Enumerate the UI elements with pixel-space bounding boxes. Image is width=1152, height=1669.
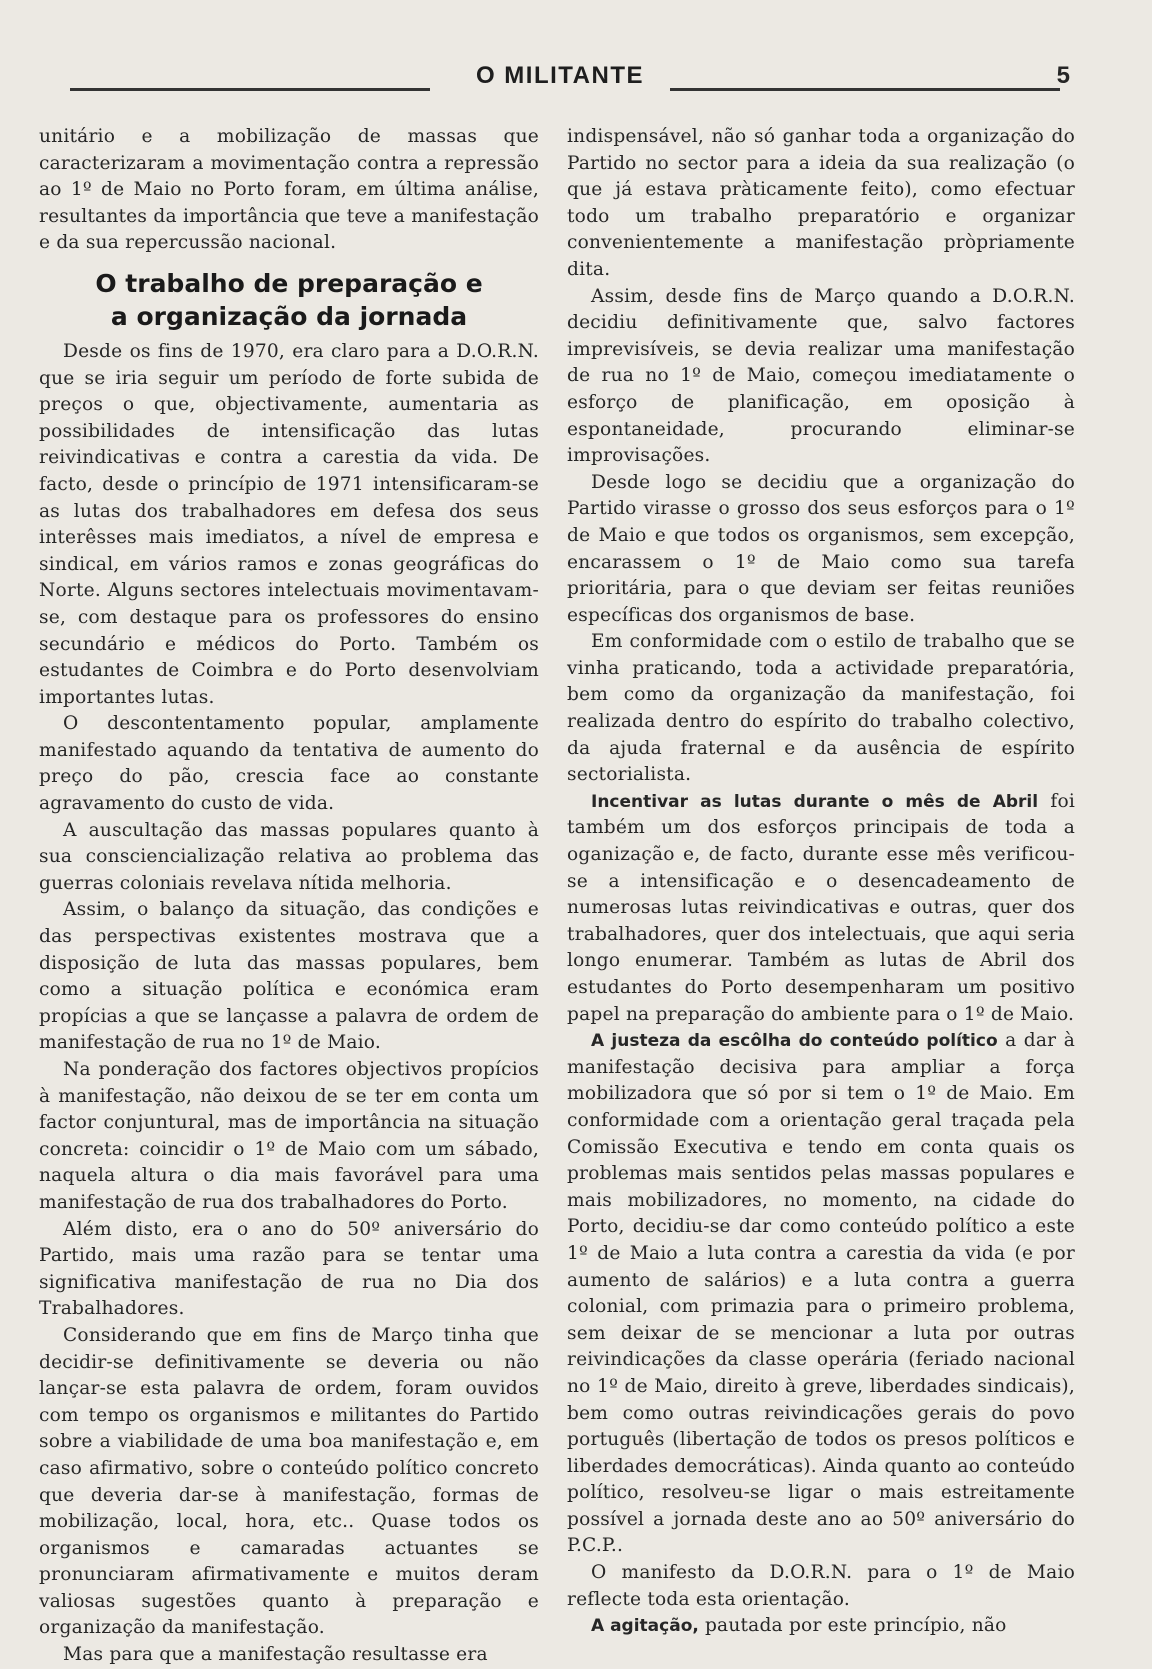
paragraph: Em conformidade com o estilo de trabalho que se vinha praticando, toda a actividade preparatória, bem como da organização da manifestação, foi realizada dentro do espírito do trabalho colectivo, da ajuda fraternal e da ausência de espírito sectorialista. [567, 631, 1075, 786]
paragraph: Desde logo se decidiu que a organização do Partido virasse o grosso dos seus esforços para o 1º de Maio e que todos os organismos, sem excepção, encarassem o 1º de Maio como sua tarefa prioritária, para o que deviam ser feitas reuniões específicas dos organismos de base. [567, 471, 1075, 626]
page-number: 5 [1056, 62, 1070, 89]
paragraph-lead: A justeza da escôlha do conteúdo político [591, 1031, 998, 1052]
paragraph-lead: A agitação, [591, 1616, 699, 1637]
paragraph: indispensável, não só ganhar toda a organização do Partido no sector para a ideia da sua realização (o que já estava pràticamente feito), como efectuar todo um trabalho preparatório e organizar convenientemente a manifestação pròpriamente dita. [567, 126, 1075, 280]
section-heading [39, 267, 539, 333]
paragraph: O descontentamento popular, amplamente manifestado aquando da tentativa de aumento do preço do pão, crescia face ao constante agravamento do custo de vida. [39, 713, 539, 815]
header-rule-left [70, 88, 430, 91]
page-header [70, 58, 1080, 98]
header-rule-right [670, 88, 1060, 91]
paragraph: Na ponderação dos factores objectivos propícios à manifestação, não deixou de se ter em conta um factor conjuntural, mas de importância na situação concreta: coincidir o 1º de Maio com um sábado, naquela altura o dia mais favorável para uma manifestação de rua dos trabalhadores do Porto. [39, 1059, 539, 1213]
paragraph-text: pautada por este princípio, não [698, 1615, 1007, 1637]
left-column [39, 124, 539, 1669]
section-heading-line-1: O trabalho de preparação e [95, 268, 483, 298]
paragraph: Assim, o balanço da situação, das condições e das perspectivas existentes mostrava que a disposição de luta das massas populares, bem como a situação política e económica eram propícias a que se lançasse a palavra de ordem de manifestação de rua no 1º de Maio. [39, 899, 539, 1054]
paragraph: Assim, desde fins de Março quando a D.O.R.N. decidiu definitivamente que, salvo factores imprevisíveis, se devia realizar uma manifestação de rua no 1º de Maio, começou imediatamente o esforço de planificação, em oposição à espontaneidade, procurando eliminar-se improvisações. [567, 285, 1075, 467]
paragraph-lead: Incentivar as lutas durante o mês de Abril [591, 791, 1039, 812]
publication-title: O MILITANTE [475, 62, 645, 89]
paragraph-text: foi também um dos esforços principais de toda a oganização e, de facto, durante esse mês verificou-se a intensificação e o desencadeamento de numerosas lutas reivindicativas e outras, quer dos trabalhadores, quer dos intelectuais, que aqui seria longo enumerar. Também as lutas de Abril dos estudantes do Porto desempenharam um positivo papel na preparação do ambiente para o 1º de Maio. [567, 790, 1076, 1025]
paragraph: Desde os fins de 1970, era claro para a D.O.R.N. que se iria seguir um período de forte subida de preços o que, objectivamente, aumentaria as possibilidades de intensificação das lutas reivindicativas e contra a carestia da vida. De facto, desde o princípio de 1971 intensificaram-se as lutas dos trabalhadores em defesa dos seus interêsses mais imediatos, a nível de empresa e sindical, em vários ramos e zonas geográficas do Norte. Alguns sectores intelectuais movimentavam-se, com destaque para os professores do ensino secundário e médicos do Porto. Também os estudantes de Coimbra e do Porto desenvolviam importantes lutas. [39, 340, 539, 708]
paragraph: O manifesto da D.O.R.N. para o 1º de Maio reflecte toda esta orientação. [567, 1562, 1075, 1610]
paragraph: Mas para que a manifestação resultasse era [63, 1644, 488, 1666]
paragraph: Considerando que em fins de Março tinha que decidir-se definitivamente se deveria ou não lançar-se esta palavra de ordem, foram ouvidos com tempo os organismos e militantes do Partido sobre a viabilidade de uma boa manifestação e, em caso afirmativo, sobre o conteúdo político concreto que deveria dar-se à manifestação, formas de mobilização, local, hora, etc.. Quase todos os organismos e camaradas actuantes se pronunciaram afirmativamente e muitos deram valiosas sugestões quanto à preparação e organização da manifestação. [39, 1324, 539, 1639]
paragraph: Além disto, era o ano do 50º aniversário do Partido, mais uma razão para se tentar uma significativa manifestação de rua no Dia dos Trabalhadores. [39, 1218, 539, 1320]
paragraph-text: a dar à manifestação decisiva para ampliar a força mobilizadora que só por si tem o 1º de Maio. Em conformidade com a orientação geral traçada pela Comissão Executiva e tendo em conta quais os problemas mais sentidos pelas massas populares e mais mobilizadores, no momento, na cidade do Porto, decidiu-se dar como conteúdo político a este 1º de Maio a luta contra a carestia da vida (e por aumento de salários) e a luta contra a guerra colonial, com primazia para o primeiro problema, sem deixar de se mencionar a luta por outras reivindicações da classe operária (feriado nacional no 1º de Maio, direito à greve, liberdades sindicais), bem como outras reivindicações gerais do povo português (libertação de todos os presos políticos e liberdades democráticas). Ainda quanto ao conteúdo político, resolveu-se ligar o mais estreitamente possível a jornada deste ano ao 50º aniversário do P.C.P.. [567, 1030, 1075, 1557]
right-column [567, 124, 1075, 1640]
paragraph [567, 1613, 1075, 1640]
paragraph [567, 789, 1075, 1028]
section-heading-line-2: a organização da jornada [110, 301, 468, 331]
paragraph [567, 1028, 1075, 1560]
paragraph: unitário e a mobilização de massas que caracterizaram a movimentação contra a repressão ao 1º de Maio no Porto foram, em última análise, resultantes da importância que teve a manifestação e da sua repercussão nacional. [39, 126, 539, 254]
paragraph: A auscultação das massas populares quanto à sua consciencialização relativa ao problema das guerras coloniais revelava nítida melhoria. [39, 819, 539, 894]
